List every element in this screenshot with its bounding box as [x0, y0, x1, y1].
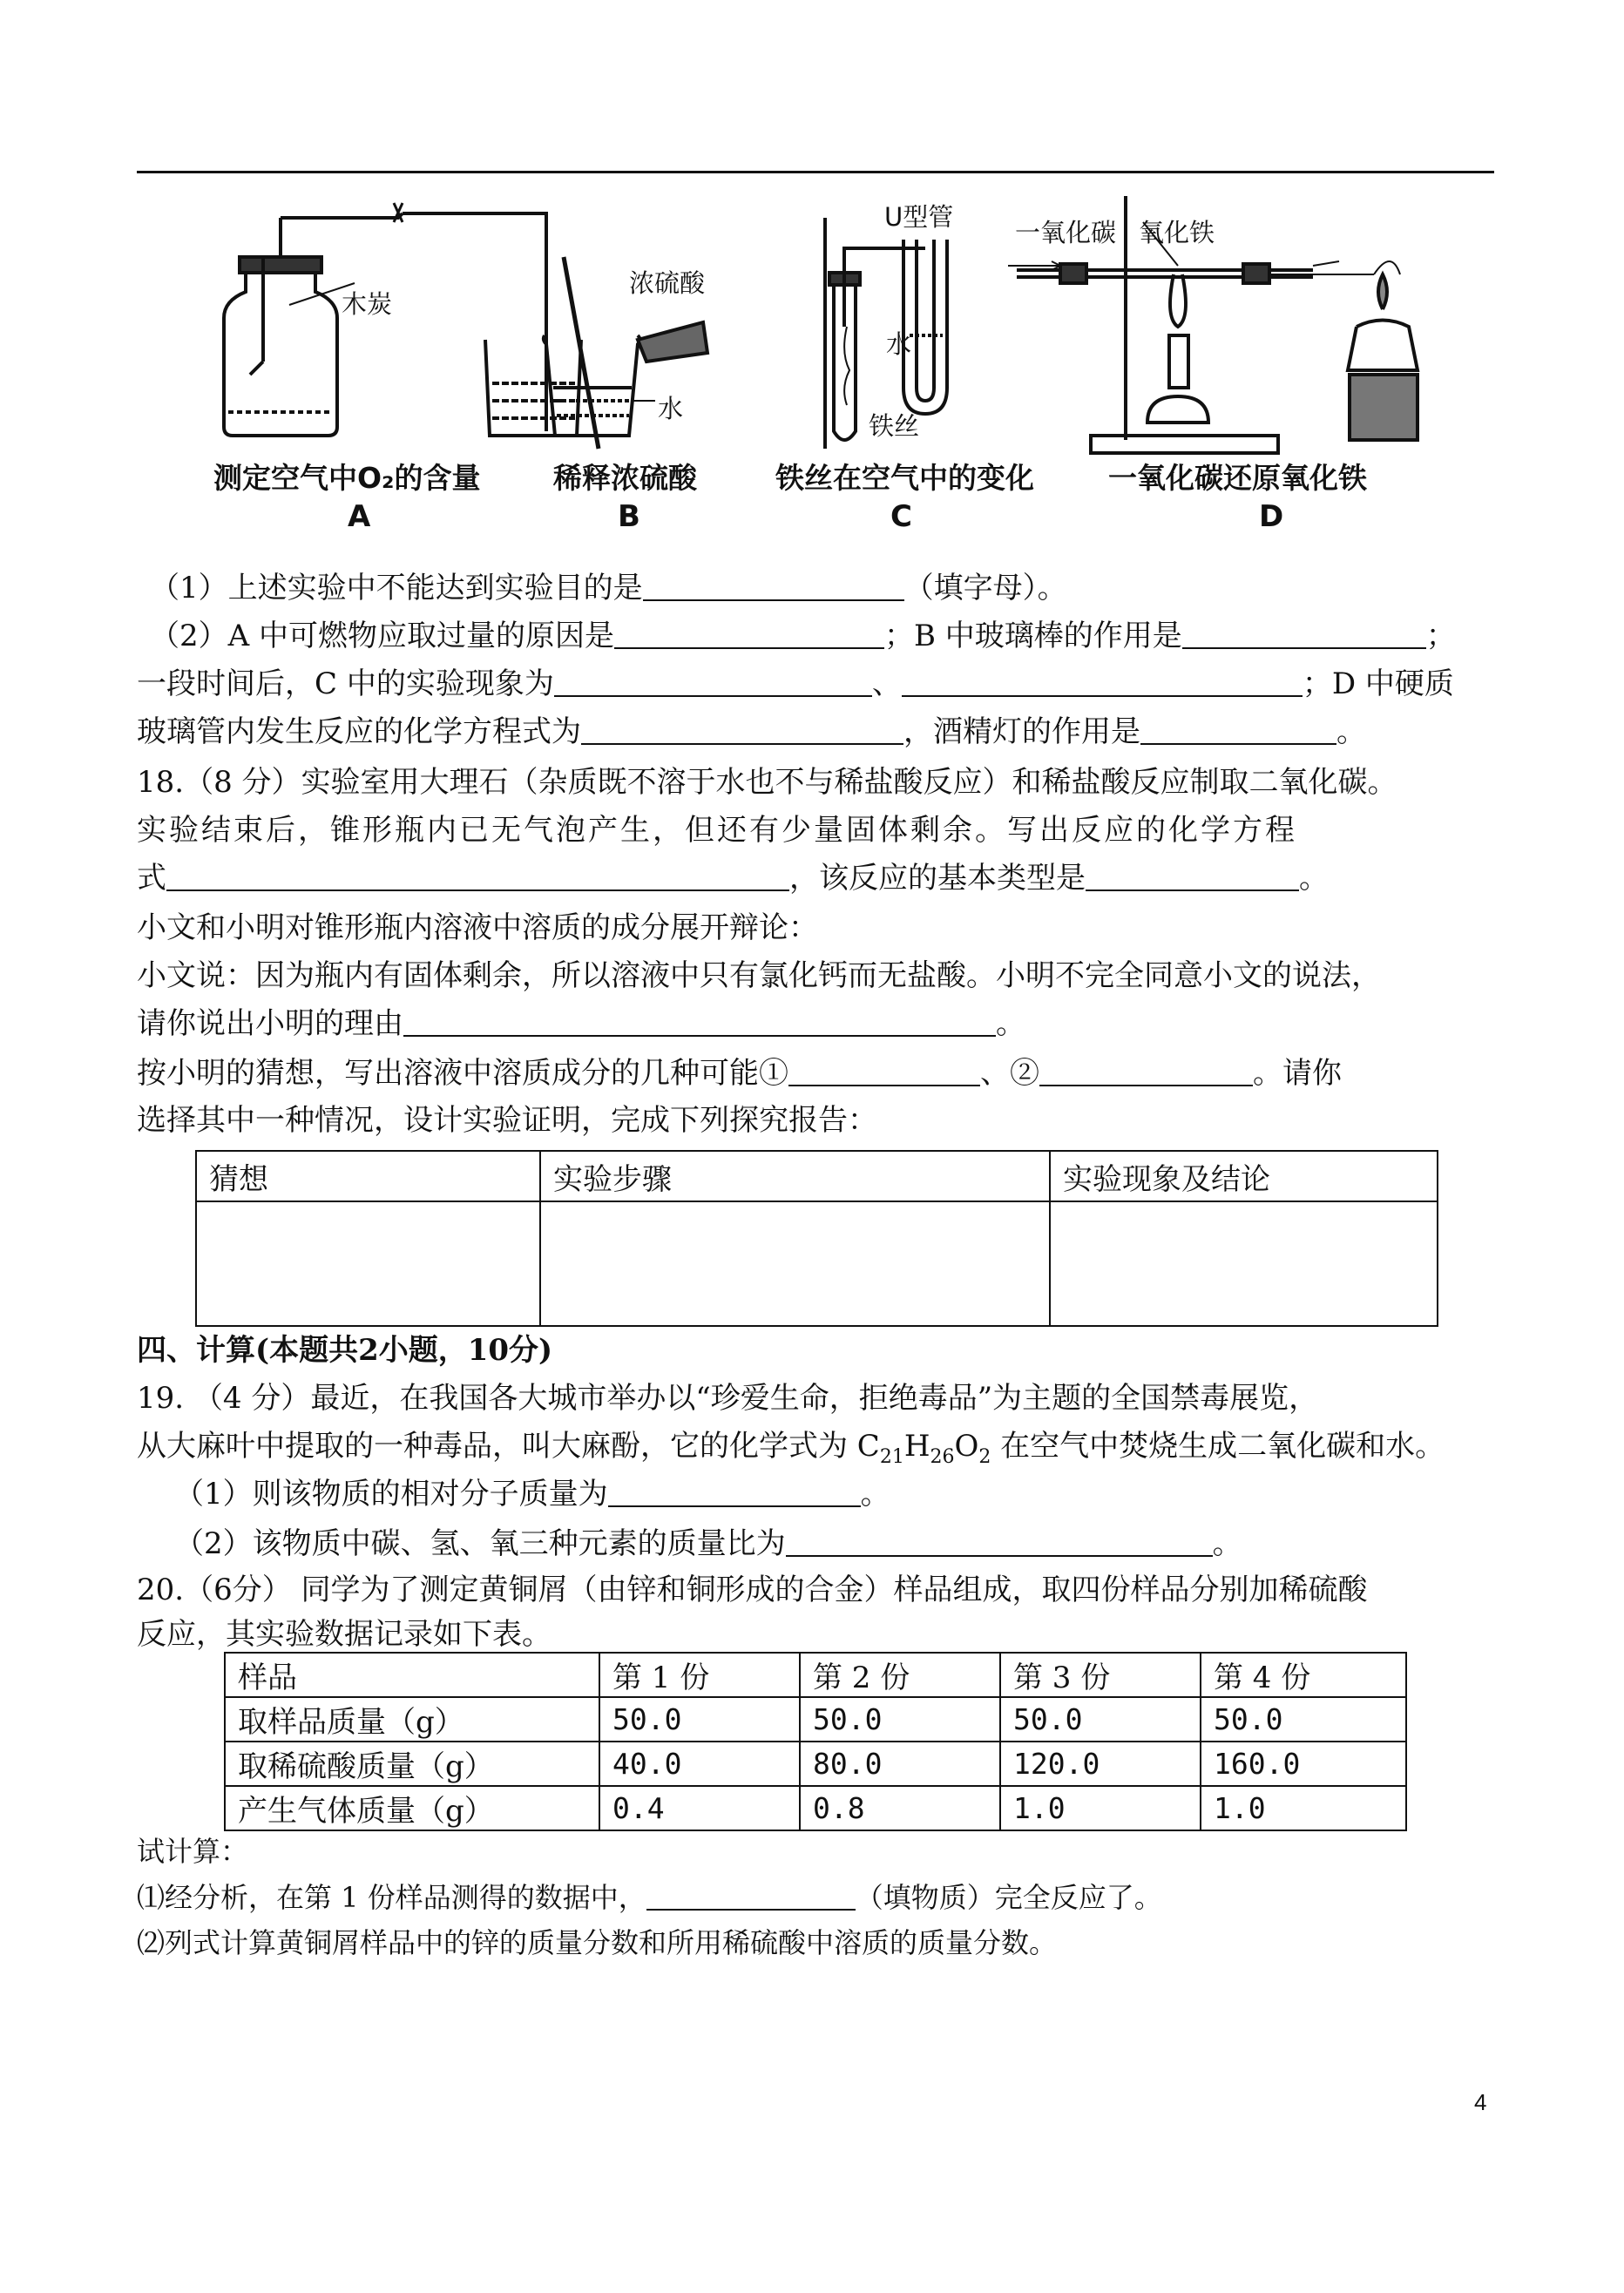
- q18-line-6: 请你说出小明的理由 。: [137, 1006, 1025, 1041]
- q17-line-1: （1）上述实验中不能达到实验目的是 （填字母）。: [150, 571, 1067, 605]
- table-cell: 120.0: [1000, 1742, 1201, 1786]
- label-c-water: 水: [886, 329, 912, 359]
- q20-line-1: 20.（6分） 同学为了测定黄铜屑（由锌和铜形成的合金）样品组成，取四份样品分别加稀硫酸: [137, 1573, 1368, 1607]
- table-cell: 产生气体质量（g）: [225, 1786, 599, 1830]
- apparatus-figure: [137, 187, 1494, 553]
- q17-line-4: 玻璃管内发生反应的化学方程式为 ，酒精灯的作用是 。: [137, 714, 1366, 749]
- answer-blank[interactable]: [1039, 1059, 1253, 1086]
- answer-blank[interactable]: [786, 1529, 1213, 1557]
- caption-c: 铁丝在空气中的变化: [775, 461, 1034, 495]
- apparatus-drawings: [137, 187, 1494, 553]
- caption-a: 测定空气中O₂的含量: [213, 461, 481, 495]
- page-number: 4: [1474, 2089, 1487, 2115]
- q20-part-1: ⑴经分析，在第 1 份样品测得的数据中， （填物质）完全反应了。: [137, 1881, 1162, 1914]
- q18-line-8: 选择其中一种情况，设计实验证明，完成下列探究报告：: [137, 1103, 877, 1138]
- table-cell[interactable]: [196, 1201, 540, 1326]
- letter-b: B: [618, 499, 640, 534]
- q18-report-table: [195, 1150, 1438, 1327]
- q18-line-4: 小文和小明对锥形瓶内溶液中溶质的成分展开辩论：: [137, 910, 818, 945]
- q20-line-2: 反应，其实验数据记录如下表。: [137, 1617, 551, 1652]
- header-rule: [137, 171, 1494, 173]
- table-cell: 1.0: [1201, 1786, 1406, 1830]
- table-cell: 50.0: [1201, 1697, 1406, 1742]
- table-header: 第 2 份: [800, 1653, 1000, 1697]
- answer-blank[interactable]: [1140, 717, 1336, 745]
- letter-a: A: [348, 499, 371, 534]
- table-header: 猜想: [196, 1151, 540, 1201]
- table-header: 实验步骤: [540, 1151, 1050, 1201]
- caption-b: 稀释浓硫酸: [553, 461, 697, 495]
- table-cell: 取样品质量（g）: [225, 1697, 599, 1742]
- table-cell: 40.0: [599, 1742, 800, 1786]
- label-d-co: 一氧化碳: [1015, 218, 1117, 247]
- answer-blank[interactable]: [1182, 621, 1426, 649]
- table-cell[interactable]: [540, 1201, 1050, 1326]
- table-cell: 80.0: [800, 1742, 1000, 1786]
- answer-blank[interactable]: [643, 573, 904, 601]
- answer-blank[interactable]: [608, 1479, 861, 1507]
- answer-blank[interactable]: [902, 669, 1303, 697]
- label-d-fe2o3: 氧化铁: [1139, 218, 1215, 247]
- table-cell: 0.8: [800, 1786, 1000, 1830]
- q17-line-3: 一段时间后，C 中的实验现象为 、 ；D 中硬质: [137, 666, 1454, 701]
- table-cell[interactable]: [1050, 1201, 1438, 1326]
- caption-d: 一氧化碳还原氧化铁: [1108, 461, 1367, 495]
- q18-line-7: 按小明的猜想，写出溶液中溶质成分的几种可能① 、② 。请你: [137, 1056, 1342, 1091]
- label-b-conc-acid: 浓硫酸: [629, 268, 706, 298]
- answer-blank[interactable]: [581, 717, 903, 745]
- letter-d: D: [1259, 499, 1284, 534]
- answer-blank[interactable]: [614, 621, 884, 649]
- label-c-u-tube: U型管: [884, 202, 954, 232]
- label-a-charcoal: 木炭: [342, 289, 393, 319]
- table-cell: 1.0: [1000, 1786, 1201, 1830]
- q17-line-2: （2）A 中可燃物应取过量的原因是 ；B 中玻璃棒的作用是 ；: [150, 619, 1456, 653]
- q19-line-1: 19. （4 分）最近，在我国各大城市举办以“珍爱生命，拒绝毒品”为主题的全国禁毒展览，: [137, 1381, 1319, 1416]
- answer-blank[interactable]: [403, 1009, 996, 1037]
- table-cell: 50.0: [599, 1697, 800, 1742]
- q20-data-table: [224, 1652, 1407, 1831]
- q19-line-4: （2）该物质中碳、氢、氧三种元素的质量比为 。: [174, 1526, 1242, 1561]
- answer-blank[interactable]: [554, 669, 872, 697]
- table-header: 第 1 份: [599, 1653, 800, 1697]
- q20-part-2: ⑵列式计算黄铜屑样品中的锌的质量分数和所用稀硫酸中溶质的质量分数。: [137, 1926, 1058, 1959]
- label-c-iron-wire: 铁丝: [869, 411, 920, 441]
- q19-line-2: 从大麻叶中提取的一种毒品，叫大麻酚，它的化学式为 $C_{21}H_{26}O_2$ 在空气中焚烧生成二氧化碳和水。: [137, 1429, 1445, 1468]
- q18-line-2: 实验结束后，锥形瓶内已无气泡产生，但还有少量固体剩余。写出反应的化学方程: [137, 813, 1297, 848]
- table-header: 第 4 份: [1201, 1653, 1406, 1697]
- table-header: 第 3 份: [1000, 1653, 1201, 1697]
- letter-c: C: [890, 499, 912, 534]
- table-cell: 取稀硫酸质量（g）: [225, 1742, 599, 1786]
- table-cell: 160.0: [1201, 1742, 1406, 1786]
- answer-blank[interactable]: [166, 863, 789, 891]
- answer-blank[interactable]: [646, 1883, 856, 1911]
- table-cell: 50.0: [800, 1697, 1000, 1742]
- label-b-water: 水: [658, 394, 684, 423]
- table-cell: 50.0: [1000, 1697, 1201, 1742]
- q19-line-3: （1）则该物质的相对分子质量为 。: [174, 1477, 890, 1512]
- q18-line-5: 小文说：因为瓶内有固体剩余，所以溶液中只有氯化钙而无盐酸。小明不完全同意小文的说法，: [137, 958, 1381, 993]
- answer-blank[interactable]: [788, 1059, 980, 1086]
- q20-try: 试计算：: [137, 1835, 249, 1868]
- table-cell: 0.4: [599, 1786, 800, 1830]
- q18-line-3: 式 ，该反应的基本类型是 。: [137, 861, 1329, 896]
- section-heading: 四、计算(本题共2小题，10分): [137, 1333, 553, 1368]
- q18-line-1: 18.（8 分）实验室用大理石（杂质既不溶于水也不与稀盐酸反应）和稀盐酸反应制取二氧化碳。: [137, 765, 1397, 800]
- answer-blank[interactable]: [1086, 863, 1299, 891]
- apparatus-a-drawing: [224, 203, 581, 436]
- table-header: 样品: [225, 1653, 599, 1697]
- table-header: 实验现象及结论: [1050, 1151, 1438, 1201]
